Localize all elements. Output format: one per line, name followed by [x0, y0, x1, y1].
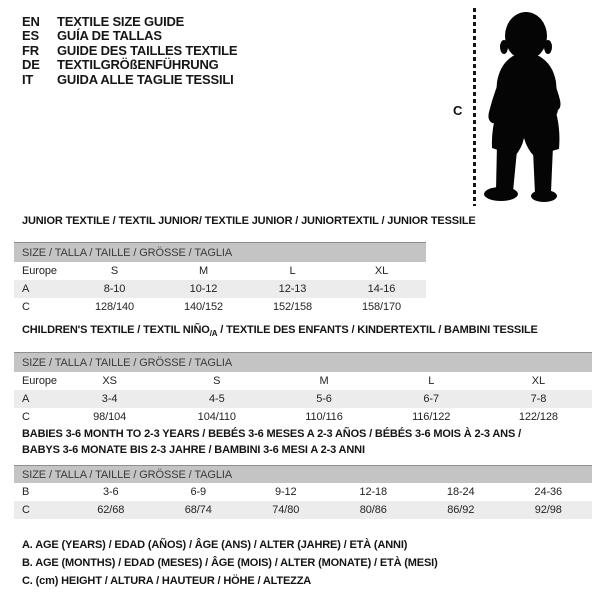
age-cell: 3-6: [102, 486, 119, 498]
age-cell: 18-24: [446, 486, 475, 498]
row-label: C: [22, 504, 30, 516]
row-label: Europe: [22, 375, 57, 387]
footnote-age-months: B. AGE (MONTHS) / EDAD (MESES) / ÂGE (MOIS) / ALTER (MONATE) / ETÀ (MESI): [22, 557, 438, 569]
age-cell: 12-18: [359, 486, 388, 498]
language-row-de: [22, 58, 237, 72]
junior-size-table: [14, 242, 426, 316]
row-label: C: [22, 411, 30, 423]
language-code: IT: [22, 71, 34, 87]
row-label: A: [22, 283, 30, 295]
babies-title-line2: BABYS 3-6 MONATE BIS 2-3 JAHRE / BAMBINI 3-6 MESI A 2-3 ANNI: [22, 444, 365, 456]
height-cell: 110/116: [305, 411, 343, 423]
age-cell: 7-8: [530, 393, 547, 405]
language-code: ES: [22, 28, 39, 44]
height-cell: 62/68: [97, 504, 125, 516]
age-cell: 6-7: [423, 393, 440, 405]
babies-table-title: [22, 426, 521, 458]
language-title: GUÍA DE TALLAS: [57, 28, 162, 44]
language-code: DE: [22, 57, 40, 73]
height-cell: 68/74: [184, 504, 212, 516]
table-row-height: [14, 298, 426, 316]
age-cell: 5-6: [316, 393, 332, 405]
size-cell: L: [289, 265, 296, 277]
legend-footnotes: [22, 536, 438, 590]
footnote-height-cm: C. (cm) HEIGHT / ALTURA / HAUTEUR / HÖHE / ALTEZZA: [22, 575, 312, 587]
footnote-age-years: A. AGE (YEARS) / EDAD (AÑOS) / ÂGE (ANS) / ALTER (JAHRE) / ETÀ (ANNI): [22, 539, 408, 551]
language-row-es: [22, 29, 237, 43]
silhouette-shape: [484, 12, 561, 202]
age-cell: 3-4: [101, 393, 118, 405]
age-cell: 8-10: [103, 283, 126, 295]
height-cell: 158/170: [361, 301, 402, 313]
language-title: TEXTILGRÖßENFÜHRUNG: [57, 57, 219, 73]
height-cell: 80/86: [359, 504, 387, 516]
language-title: TEXTILE SIZE GUIDE: [57, 14, 185, 29]
table-row-europe: [14, 372, 592, 390]
age-cell: 24-36: [534, 486, 563, 498]
children-title-text: CHILDREN'S TEXTILE / TEXTIL NIÑO: [22, 324, 210, 336]
size-header-bar: SIZE / TALLA / TAILLE / GRÖSSE / TAGLIA: [14, 242, 426, 262]
height-cell: 128/140: [94, 301, 135, 313]
babies-size-table: [14, 465, 592, 519]
language-code: FR: [22, 42, 39, 58]
age-cell: 10-12: [189, 283, 218, 295]
size-header-bar: SIZE / TALLA / TAILLE / GRÖSSE / TAGLIA: [14, 352, 592, 372]
row-label: C: [22, 301, 30, 313]
language-row-en: [22, 15, 237, 29]
children-size-table: [14, 352, 592, 426]
row-label: B: [22, 486, 30, 498]
height-cell: 122/128: [518, 411, 558, 423]
children-table-title: [22, 324, 538, 338]
children-title-subscript: /A: [209, 329, 218, 339]
language-code: EN: [22, 14, 40, 29]
size-cell: M: [198, 265, 209, 277]
language-title: GUIDE DES TAILLES TEXTILE: [57, 42, 238, 58]
children-title-text: / TEXTILE DES ENFANTS / KINDERTEXTIL / BAMBINI TESSILE: [217, 324, 538, 336]
age-cell: 14-16: [367, 283, 396, 295]
table-row-age-months: [14, 483, 592, 501]
junior-table-title: JUNIOR TEXTILE / TEXTIL JUNIOR/ TEXTILE JUNIOR / JUNIORTEXTIL / JUNIOR TESSILE: [22, 215, 476, 227]
size-cell: L: [428, 375, 435, 387]
height-measure-dotted-line: [473, 8, 476, 206]
height-cell: 92/98: [534, 504, 562, 516]
table-row-height: [14, 408, 592, 426]
size-cell: XL: [531, 375, 546, 387]
babies-title-line1: BABIES 3-6 MONTH TO 2-3 YEARS / BEBÉS 3-6 MESES A 2-3 AÑOS / BÉBÉS 3-6 MOIS À 2-3 ANS /: [22, 428, 521, 440]
height-cell: 98/104: [93, 411, 127, 423]
size-cell: S: [213, 375, 221, 387]
size-cell: XL: [374, 265, 389, 277]
height-cell: 116/122: [412, 411, 451, 423]
height-cell: 140/152: [183, 301, 224, 313]
age-cell: 9-12: [274, 486, 297, 498]
height-cell: 152/158: [272, 301, 313, 313]
row-label: Europe: [22, 265, 57, 277]
height-measure-label: C: [453, 103, 463, 118]
size-cell: M: [319, 375, 329, 387]
language-row-fr: [22, 44, 237, 58]
toddler-silhouette-icon: [479, 8, 573, 206]
age-cell: 12-13: [278, 283, 307, 295]
row-label: A: [22, 393, 30, 405]
language-title: GUIDA ALLE TAGLIE TESSILI: [57, 71, 234, 87]
height-cell: 74/80: [272, 504, 300, 516]
table-row-europe: [14, 262, 426, 280]
language-title-list: [22, 15, 237, 87]
table-row-age: [14, 390, 592, 408]
table-row-height: [14, 501, 592, 519]
size-cell: XS: [102, 375, 117, 387]
table-row-age: [14, 280, 426, 298]
language-row-it: [22, 73, 237, 87]
size-header-bar: SIZE / TALLA / TAILLE / GRÖSSE / TAGLIA: [14, 465, 592, 483]
age-cell: 6-9: [190, 486, 207, 498]
height-cell: 104/110: [197, 411, 236, 423]
age-cell: 4-5: [209, 393, 225, 405]
size-cell: S: [110, 265, 119, 277]
height-cell: 86/92: [447, 504, 475, 516]
